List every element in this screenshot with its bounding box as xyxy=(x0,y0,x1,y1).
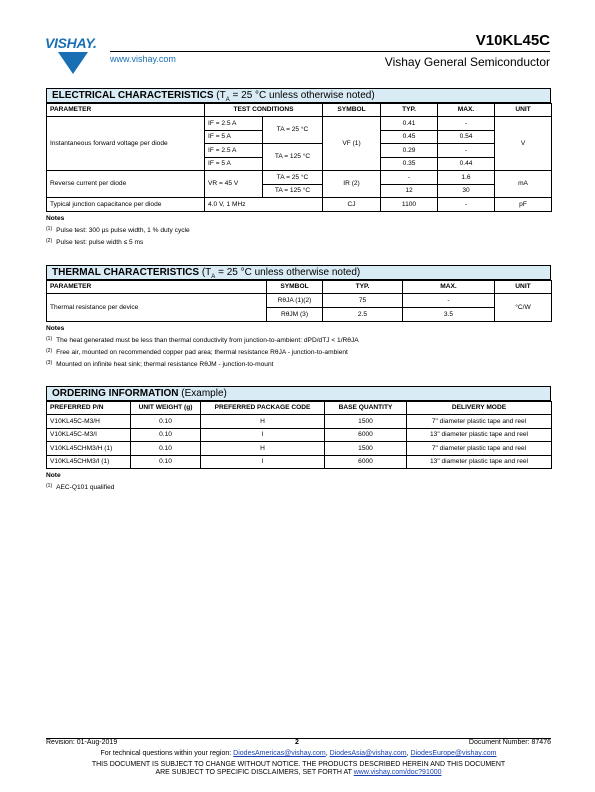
vf-cond: IF = 5 A xyxy=(205,130,263,144)
header-symbol: SYMBOL xyxy=(323,104,381,117)
table-row xyxy=(47,455,552,469)
thermal-symbol: RθJA (1)(2) xyxy=(267,294,323,308)
ordering-qty: 1500 xyxy=(325,442,407,456)
note-item: $^{(1)}$ Pulse test: 300 µs pulse width, 1 % duty cycle xyxy=(46,225,190,234)
header-unit: UNIT xyxy=(495,281,552,294)
ordering-condition: (Example) xyxy=(181,388,227,399)
vf-typ: 0.41 xyxy=(381,117,438,131)
header-max: MAX. xyxy=(403,281,495,294)
ir-max: 30 xyxy=(438,184,495,198)
ir-unit: mA xyxy=(495,171,552,198)
header-rule xyxy=(110,51,550,52)
header-package-code: PREFERRED PACKAGE CODE xyxy=(201,402,325,415)
electrical-condition: ($T_A = 25$ °C unless otherwise noted) xyxy=(216,90,375,103)
table-row xyxy=(47,428,552,442)
vf-cond: IF = 2.5 A xyxy=(205,144,263,158)
ir-temp: TA = 25 °C xyxy=(263,171,323,185)
header-delivery-mode: DELIVERY MODE xyxy=(407,402,552,415)
ordering-code: H xyxy=(201,415,325,429)
cj-typ: 1100 xyxy=(381,198,438,212)
ordering-mode: 13" diameter plastic tape and reel xyxy=(407,455,552,469)
note-item: $^{(1)}$ The heat generated must be less than thermal conductivity from junction-to-ambient: dPD/dTJ < 1/RθJA xyxy=(46,336,359,344)
header-parameter: PARAMETER xyxy=(47,104,205,117)
ordering-code: H xyxy=(201,442,325,456)
footer-contact: For technical questions within your region: DiodesAmericas@vishay.com, DiodesAsia@vishay.com, DiodesEurope@vishay.com xyxy=(100,750,497,757)
email-americas-link[interactable]: DiodesAmericas@vishay.com xyxy=(233,750,326,757)
page-number: 2 xyxy=(295,739,299,746)
header-test-conditions: TEST CONDITIONS xyxy=(205,104,323,117)
electrical-table xyxy=(46,103,552,212)
vf-max: - xyxy=(438,144,495,158)
vf-typ: 0.29 xyxy=(381,144,438,158)
vf-max: - xyxy=(438,117,495,131)
footer-disclaimer-1: THIS DOCUMENT IS SUBJECT TO CHANGE WITHOUT NOTICE. THE PRODUCTS DESCRIBED HEREIN AND THIS DOCUMENT xyxy=(91,761,506,768)
header-max: MAX. xyxy=(438,104,495,117)
header-symbol: SYMBOL xyxy=(267,281,323,294)
email-asia-link[interactable]: DiodesAsia@vishay.com xyxy=(329,750,407,757)
thermal-table xyxy=(46,280,552,322)
ir-typ: 12 xyxy=(381,184,438,198)
ordering-weight: 0.10 xyxy=(131,442,201,456)
cj-cond: 4.0 V, 1 MHz xyxy=(205,198,323,212)
note-item: $^{(1)}$ AEC-Q101 qualified xyxy=(46,483,115,491)
vf-unit: V xyxy=(495,117,552,171)
document-number: Document Number: 87476 xyxy=(468,739,551,746)
electrical-heading: ELECTRICAL CHARACTERISTICS ($T_A = 25$ °C unless otherwise noted) xyxy=(46,88,551,103)
thermal-typ: 2.5 xyxy=(323,308,403,322)
notes-title: Notes xyxy=(46,325,65,332)
table-row xyxy=(47,294,552,308)
ordering-mode: 13" diameter plastic tape and reel xyxy=(407,428,552,442)
header-parameter: PARAMETER xyxy=(47,281,267,294)
notes-title: Note xyxy=(46,472,61,479)
electrical-notes xyxy=(46,214,551,248)
ordering-qty: 6000 xyxy=(325,428,407,442)
footer-top-row xyxy=(46,739,551,746)
ordering-pn: V10KL45CHM3/I (1) xyxy=(47,455,131,469)
thermal-unit: °C/W xyxy=(495,294,552,322)
electrical-section xyxy=(46,88,551,248)
ir-parameter: Reverse current per diode xyxy=(47,171,205,198)
footer-disclaimer-2: ARE SUBJECT TO SPECIFIC DISCLAIMERS, SET FORTH AT www.vishay.com/doc?91000 xyxy=(155,769,442,776)
disclaimer-link[interactable]: www.vishay.com/doc?91000 xyxy=(353,769,442,776)
ordering-mode: 7" diameter plastic tape and reel xyxy=(407,415,552,429)
revision: Revision: 01-Aug-2019 xyxy=(46,739,118,746)
ordering-weight: 0.10 xyxy=(131,415,201,429)
document-title: V10KL45C xyxy=(475,32,550,49)
vf-typ: 0.45 xyxy=(381,130,438,144)
ordering-mode: 7" diameter plastic tape and reel xyxy=(407,442,552,456)
ordering-pn: V10KL45C-M3/I xyxy=(47,428,131,442)
cj-parameter: Typical junction capacitance per diode xyxy=(47,198,205,212)
note-item: $^{(3)}$ Mounted on infinite heat sink; thermal resistance RθJM - junction-to-mount xyxy=(46,360,274,368)
vf-temp-125: TA = 125 °C xyxy=(263,144,323,171)
vishay-logo-triangle xyxy=(58,52,88,74)
ir-max: 1.6 xyxy=(438,171,495,185)
thermal-condition: ($T_A = 25$ °C unless otherwise noted) xyxy=(201,267,361,280)
cj-unit: pF xyxy=(495,198,552,212)
ordering-pn: V10KL45CHM3/H (1) xyxy=(47,442,131,456)
vf-symbol: VF (1) xyxy=(323,117,381,171)
thermal-max: - xyxy=(403,294,495,308)
cj-symbol: CJ xyxy=(323,198,381,212)
table-row xyxy=(47,171,552,185)
vf-temp-25: TA = 25 °C xyxy=(263,117,323,144)
ordering-heading: ORDERING INFORMATION (Example) xyxy=(46,386,551,401)
ordering-section xyxy=(46,386,551,493)
ir-typ: - xyxy=(381,171,438,185)
ir-symbol: IR (2) xyxy=(323,171,381,198)
ordering-weight: 0.10 xyxy=(131,455,201,469)
email-europe-link[interactable]: DiodesEurope@vishay.com xyxy=(410,750,497,757)
ordering-table xyxy=(46,401,552,469)
vf-typ: 0.35 xyxy=(381,157,438,171)
vf-max: 0.44 xyxy=(438,157,495,171)
vf-cond: IF = 2.5 A xyxy=(205,117,263,131)
ordering-weight: 0.10 xyxy=(131,428,201,442)
ordering-qty: 1500 xyxy=(325,415,407,429)
thermal-notes xyxy=(46,324,551,370)
company-name: Vishay General Semiconductor xyxy=(384,55,550,69)
note-item: $^{(2)}$ Free air, mounted on recommended copper pad area; thermal resistance RθJA - junction-to-ambient xyxy=(46,348,348,356)
thermal-max: 3.5 xyxy=(403,308,495,322)
table-row xyxy=(47,415,552,429)
notes-title: Notes xyxy=(46,214,65,222)
thermal-symbol: RθJM (3) xyxy=(267,308,323,322)
thermal-typ: 75 xyxy=(323,294,403,308)
vishay-logo: VISHAY. xyxy=(45,35,97,51)
vf-cond: IF = 5 A xyxy=(205,157,263,171)
ordering-notes xyxy=(46,471,551,493)
header-pn: PREFERRED P/N xyxy=(47,402,131,415)
thermal-parameter: Thermal resistance per device xyxy=(47,294,267,322)
table-row xyxy=(47,442,552,456)
ordering-pn: V10KL45C-M3/H xyxy=(47,415,131,429)
ir-temp: TA = 125 °C xyxy=(263,184,323,198)
header-unit: UNIT xyxy=(495,104,552,117)
header-weight: UNIT WEIGHT (g) xyxy=(131,402,201,415)
header-base-quantity: BASE QUANTITY xyxy=(325,402,407,415)
thermal-heading: THERMAL CHARACTERISTICS ($T_A = 25$ °C unless otherwise noted) xyxy=(46,265,551,280)
table-row xyxy=(47,117,552,131)
header-typ: TYP. xyxy=(381,104,438,117)
vf-parameter: Instantaneous forward voltage per diode xyxy=(47,117,205,171)
ordering-code: I xyxy=(201,428,325,442)
note-item: $^{(2)}$ Pulse test: pulse width ≤ 5 ms xyxy=(46,237,144,246)
ordering-qty: 6000 xyxy=(325,455,407,469)
table-row xyxy=(47,198,552,212)
vishay-url-link[interactable]: www.vishay.com xyxy=(110,54,176,64)
header-typ: TYP. xyxy=(323,281,403,294)
ir-cond: VR = 45 V xyxy=(205,171,263,198)
cj-max: - xyxy=(438,198,495,212)
thermal-section xyxy=(46,265,551,370)
ordering-code: I xyxy=(201,455,325,469)
vf-max: 0.54 xyxy=(438,130,495,144)
